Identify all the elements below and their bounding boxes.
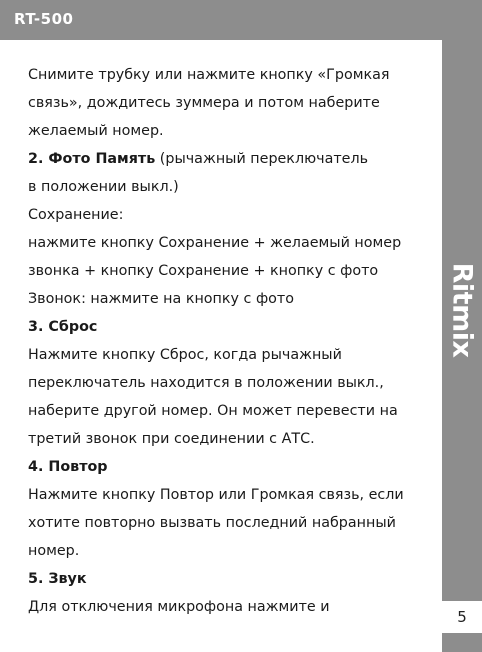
section-heading: 2. Фото Память [28, 151, 156, 167]
section-heading-note: (рычажный переключатель [155, 151, 369, 167]
text-line: номер. [28, 543, 80, 559]
model-name: RT-500 [14, 10, 74, 28]
text-line: наберите другой номер. Он может перевести на [28, 403, 398, 419]
section-heading: 3. Сброс [28, 319, 98, 335]
text-line: Звонок: нажмите на кнопку с фото [28, 291, 294, 307]
text-line: нажмите кнопку Сохранение + желаемый номер [28, 235, 402, 251]
text-line: Для отключения микрофона нажмите и [28, 599, 330, 615]
text-line: Нажмите кнопку Повтор или Громкая связь, если [28, 487, 404, 503]
text-line: желаемый номер. [28, 123, 164, 139]
section-heading: 4. Повтор [28, 459, 108, 475]
page-header [0, 0, 482, 40]
text-line: Нажмите кнопку Сброс, когда рычажный [28, 347, 342, 363]
text-line: в положении выкл.) [28, 179, 179, 195]
page-number: 5 [442, 601, 482, 633]
text-line: хотите повторно вызвать последний набранный [28, 515, 396, 531]
text-line: связь», дождитесь зуммера и потом наберите [28, 95, 380, 111]
text-line: переключатель находится в положении выкл., [28, 375, 384, 391]
side-bar [442, 40, 482, 652]
text-line: звонка + кнопку Сохранение + кнопку с фото [28, 263, 379, 279]
text-line: Снимите трубку или нажмите кнопку «Громкая [28, 67, 390, 83]
text-line: Сохранение: [28, 207, 124, 223]
text-line: третий звонок при соединении с АТС. [28, 431, 315, 447]
brand-logo: Ritmix [446, 262, 478, 358]
section-heading-line [28, 145, 368, 173]
section-heading: 5. Звук [28, 571, 87, 587]
